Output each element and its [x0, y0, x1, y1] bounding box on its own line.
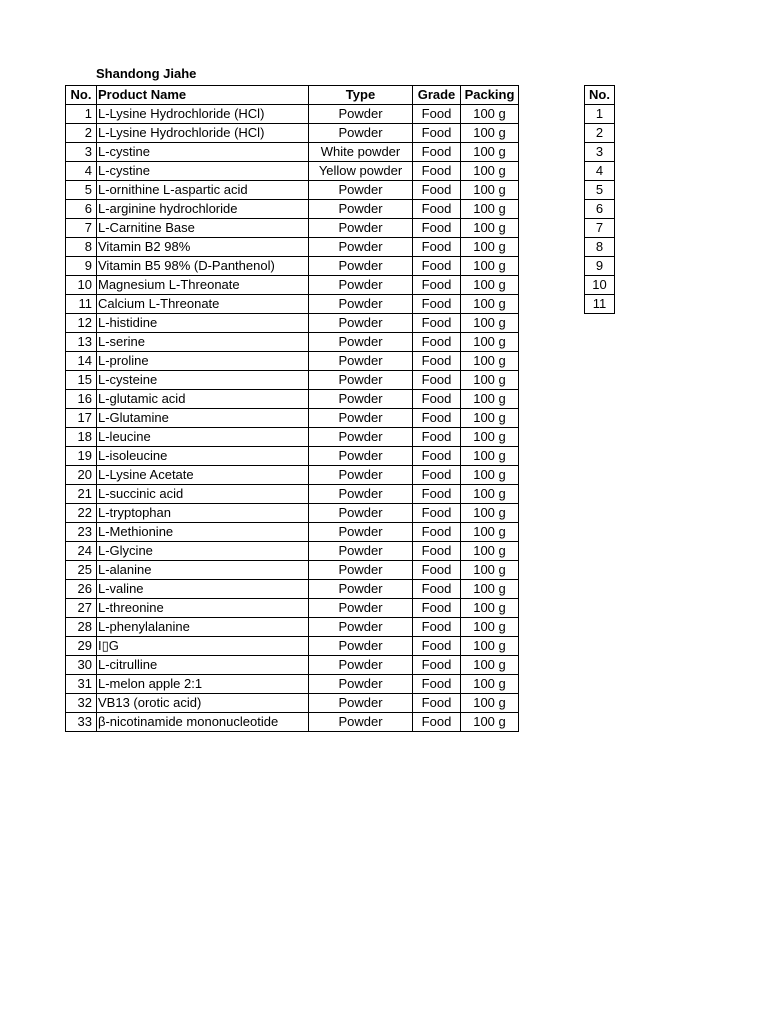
- cell-packing: 100 g: [461, 580, 519, 599]
- cell-grade: Food: [413, 371, 461, 390]
- side-table-row: [585, 238, 615, 257]
- cell-type: Powder: [309, 713, 413, 732]
- table-row: [66, 162, 519, 181]
- cell-packing: 100 g: [461, 409, 519, 428]
- table-row: [66, 561, 519, 580]
- cell-no: 17: [66, 409, 97, 428]
- cell-type: Powder: [309, 523, 413, 542]
- cell-product-name: L-citrulline: [97, 656, 309, 675]
- cell-no: 30: [66, 656, 97, 675]
- cell-packing: 100 g: [461, 561, 519, 580]
- cell-packing: 100 g: [461, 162, 519, 181]
- cell-side-no: 1: [585, 105, 615, 124]
- cell-type: Powder: [309, 390, 413, 409]
- cell-type: Powder: [309, 409, 413, 428]
- cell-type: Powder: [309, 447, 413, 466]
- cell-no: 23: [66, 523, 97, 542]
- side-table-row: [585, 276, 615, 295]
- cell-type: Powder: [309, 542, 413, 561]
- cell-grade: Food: [413, 656, 461, 675]
- cell-product-name: L-isoleucine: [97, 447, 309, 466]
- cell-grade: Food: [413, 105, 461, 124]
- cell-grade: Food: [413, 390, 461, 409]
- table-row: [66, 523, 519, 542]
- cell-no: 4: [66, 162, 97, 181]
- cell-no: 10: [66, 276, 97, 295]
- side-table-row: [585, 181, 615, 200]
- table-row: [66, 599, 519, 618]
- side-table-row: [585, 105, 615, 124]
- cell-product-name: L-succinic acid: [97, 485, 309, 504]
- cell-product-name: L-cysteine: [97, 371, 309, 390]
- cell-no: 1: [66, 105, 97, 124]
- cell-side-no: 6: [585, 200, 615, 219]
- company-title: Shandong Jiahe: [96, 66, 197, 81]
- table-row: [66, 390, 519, 409]
- cell-product-name: L-phenylalanine: [97, 618, 309, 637]
- cell-no: 3: [66, 143, 97, 162]
- table-row: [66, 333, 519, 352]
- cell-packing: 100 g: [461, 314, 519, 333]
- cell-grade: Food: [413, 257, 461, 276]
- cell-product-name: Vitamin B5 98% (D-Panthenol): [97, 257, 309, 276]
- cell-grade: Food: [413, 181, 461, 200]
- cell-no: 21: [66, 485, 97, 504]
- cell-type: Powder: [309, 371, 413, 390]
- cell-grade: Food: [413, 428, 461, 447]
- number-table-body: [585, 105, 615, 314]
- cell-type: Powder: [309, 694, 413, 713]
- cell-grade: Food: [413, 466, 461, 485]
- cell-type: Powder: [309, 599, 413, 618]
- side-table-row: [585, 295, 615, 314]
- cell-packing: 100 g: [461, 352, 519, 371]
- cell-grade: Food: [413, 504, 461, 523]
- cell-packing: 100 g: [461, 656, 519, 675]
- cell-no: 20: [66, 466, 97, 485]
- cell-grade: Food: [413, 599, 461, 618]
- cell-grade: Food: [413, 352, 461, 371]
- table-row: [66, 656, 519, 675]
- cell-grade: Food: [413, 143, 461, 162]
- cell-no: 24: [66, 542, 97, 561]
- table-row: [66, 143, 519, 162]
- cell-product-name: L-arginine hydrochloride: [97, 200, 309, 219]
- cell-type: Powder: [309, 333, 413, 352]
- cell-no: 19: [66, 447, 97, 466]
- cell-packing: 100 g: [461, 428, 519, 447]
- table-row: [66, 257, 519, 276]
- table-row: [66, 466, 519, 485]
- cell-grade: Food: [413, 333, 461, 352]
- cell-grade: Food: [413, 314, 461, 333]
- table-row: [66, 447, 519, 466]
- cell-type: Powder: [309, 675, 413, 694]
- side-table-row: [585, 162, 615, 181]
- side-table-row: [585, 200, 615, 219]
- cell-product-name: L-alanine: [97, 561, 309, 580]
- cell-grade: Food: [413, 561, 461, 580]
- cell-packing: 100 g: [461, 371, 519, 390]
- cell-product-name: L-Carnitine Base: [97, 219, 309, 238]
- cell-grade: Food: [413, 542, 461, 561]
- cell-product-name: L-cystine: [97, 143, 309, 162]
- cell-packing: 100 g: [461, 143, 519, 162]
- cell-product-name: L-leucine: [97, 428, 309, 447]
- cell-type: Powder: [309, 637, 413, 656]
- cell-side-no: 11: [585, 295, 615, 314]
- cell-grade: Food: [413, 637, 461, 656]
- cell-packing: 100 g: [461, 713, 519, 732]
- side-table-row: [585, 124, 615, 143]
- table-row: [66, 675, 519, 694]
- cell-type: Powder: [309, 124, 413, 143]
- cell-grade: Food: [413, 694, 461, 713]
- cell-type: Powder: [309, 561, 413, 580]
- cell-packing: 100 g: [461, 276, 519, 295]
- cell-product-name: L-Lysine Hydrochloride (HCl): [97, 105, 309, 124]
- cell-no: 5: [66, 181, 97, 200]
- cell-packing: 100 g: [461, 200, 519, 219]
- cell-type: Powder: [309, 485, 413, 504]
- header-no: No.: [66, 86, 97, 105]
- cell-no: 16: [66, 390, 97, 409]
- cell-type: Powder: [309, 656, 413, 675]
- product-table: [65, 85, 519, 732]
- cell-no: 2: [66, 124, 97, 143]
- cell-type: Powder: [309, 504, 413, 523]
- cell-no: 26: [66, 580, 97, 599]
- table-row: [66, 637, 519, 656]
- table-row: [66, 371, 519, 390]
- cell-type: Powder: [309, 314, 413, 333]
- cell-product-name: L-Methionine: [97, 523, 309, 542]
- cell-side-no: 3: [585, 143, 615, 162]
- cell-type: Powder: [309, 295, 413, 314]
- cell-no: 15: [66, 371, 97, 390]
- cell-type: Powder: [309, 238, 413, 257]
- table-row: [66, 504, 519, 523]
- cell-no: 29: [66, 637, 97, 656]
- cell-packing: 100 g: [461, 466, 519, 485]
- cell-packing: 100 g: [461, 542, 519, 561]
- cell-packing: 100 g: [461, 637, 519, 656]
- cell-no: 33: [66, 713, 97, 732]
- cell-grade: Food: [413, 485, 461, 504]
- table-row: [66, 276, 519, 295]
- cell-no: 18: [66, 428, 97, 447]
- table-row: [66, 409, 519, 428]
- cell-product-name: Calcium L-Threonate: [97, 295, 309, 314]
- cell-grade: Food: [413, 713, 461, 732]
- cell-product-name: L-Lysine Acetate: [97, 466, 309, 485]
- cell-product-name: L-Glutamine: [97, 409, 309, 428]
- cell-type: Powder: [309, 219, 413, 238]
- table-row: [66, 352, 519, 371]
- cell-product-name: L-valine: [97, 580, 309, 599]
- cell-packing: 100 g: [461, 219, 519, 238]
- cell-grade: Food: [413, 219, 461, 238]
- side-table-row: [585, 219, 615, 238]
- cell-grade: Food: [413, 162, 461, 181]
- cell-product-name: β-nicotinamide mononucleotide: [97, 713, 309, 732]
- cell-side-no: 4: [585, 162, 615, 181]
- cell-product-name: L-Lysine Hydrochloride (HCl): [97, 124, 309, 143]
- cell-grade: Food: [413, 523, 461, 542]
- table-row: [66, 618, 519, 637]
- side-header-no: No.: [585, 86, 615, 105]
- cell-type: White powder: [309, 143, 413, 162]
- cell-no: 7: [66, 219, 97, 238]
- cell-product-name: I▯G: [97, 637, 309, 656]
- cell-type: Powder: [309, 618, 413, 637]
- cell-no: 14: [66, 352, 97, 371]
- cell-type: Yellow powder: [309, 162, 413, 181]
- cell-type: Powder: [309, 466, 413, 485]
- cell-no: 28: [66, 618, 97, 637]
- cell-packing: 100 g: [461, 124, 519, 143]
- cell-packing: 100 g: [461, 105, 519, 124]
- cell-grade: Food: [413, 238, 461, 257]
- header-type: Type: [309, 86, 413, 105]
- cell-no: 32: [66, 694, 97, 713]
- cell-side-no: 7: [585, 219, 615, 238]
- cell-type: Powder: [309, 181, 413, 200]
- table-row: [66, 694, 519, 713]
- cell-type: Powder: [309, 352, 413, 371]
- cell-no: 9: [66, 257, 97, 276]
- table-row: [66, 105, 519, 124]
- cell-product-name: L-threonine: [97, 599, 309, 618]
- cell-grade: Food: [413, 276, 461, 295]
- cell-product-name: L-proline: [97, 352, 309, 371]
- cell-packing: 100 g: [461, 238, 519, 257]
- cell-packing: 100 g: [461, 181, 519, 200]
- cell-grade: Food: [413, 675, 461, 694]
- header-packing: Packing: [461, 86, 519, 105]
- cell-product-name: L-ornithine L-aspartic acid: [97, 181, 309, 200]
- cell-grade: Food: [413, 409, 461, 428]
- cell-product-name: L-tryptophan: [97, 504, 309, 523]
- cell-product-name: L-serine: [97, 333, 309, 352]
- cell-packing: 100 g: [461, 333, 519, 352]
- cell-type: Powder: [309, 276, 413, 295]
- cell-no: 13: [66, 333, 97, 352]
- cell-side-no: 8: [585, 238, 615, 257]
- table-row: [66, 124, 519, 143]
- cell-side-no: 9: [585, 257, 615, 276]
- cell-type: Powder: [309, 580, 413, 599]
- header-product-name: Product Name: [97, 86, 309, 105]
- table-row: [66, 580, 519, 599]
- cell-packing: 100 g: [461, 618, 519, 637]
- cell-side-no: 2: [585, 124, 615, 143]
- cell-type: Powder: [309, 428, 413, 447]
- table-row: [66, 713, 519, 732]
- cell-grade: Food: [413, 295, 461, 314]
- cell-packing: 100 g: [461, 485, 519, 504]
- table-row: [66, 238, 519, 257]
- cell-no: 27: [66, 599, 97, 618]
- header-grade: Grade: [413, 86, 461, 105]
- cell-no: 6: [66, 200, 97, 219]
- cell-packing: 100 g: [461, 257, 519, 276]
- table-row: [66, 181, 519, 200]
- table-row: [66, 219, 519, 238]
- table-row: [66, 314, 519, 333]
- product-table-body: [66, 105, 519, 732]
- cell-grade: Food: [413, 618, 461, 637]
- cell-product-name: L-cystine: [97, 162, 309, 181]
- cell-packing: 100 g: [461, 599, 519, 618]
- cell-packing: 100 g: [461, 675, 519, 694]
- cell-product-name: L-Glycine: [97, 542, 309, 561]
- table-row: [66, 542, 519, 561]
- table-row: [66, 295, 519, 314]
- number-table: [584, 85, 615, 314]
- cell-packing: 100 g: [461, 447, 519, 466]
- cell-product-name: Magnesium L-Threonate: [97, 276, 309, 295]
- table-row: [66, 200, 519, 219]
- cell-product-name: L-melon apple 2:1: [97, 675, 309, 694]
- cell-packing: 100 g: [461, 390, 519, 409]
- cell-no: 22: [66, 504, 97, 523]
- cell-no: 12: [66, 314, 97, 333]
- cell-grade: Food: [413, 447, 461, 466]
- header-row: [66, 86, 519, 105]
- cell-packing: 100 g: [461, 694, 519, 713]
- cell-type: Powder: [309, 105, 413, 124]
- cell-side-no: 10: [585, 276, 615, 295]
- cell-product-name: L-glutamic acid: [97, 390, 309, 409]
- cell-grade: Food: [413, 124, 461, 143]
- cell-side-no: 5: [585, 181, 615, 200]
- side-header-row: [585, 86, 615, 105]
- table-row: [66, 428, 519, 447]
- cell-no: 8: [66, 238, 97, 257]
- cell-grade: Food: [413, 200, 461, 219]
- cell-product-name: L-histidine: [97, 314, 309, 333]
- cell-type: Powder: [309, 200, 413, 219]
- cell-no: 25: [66, 561, 97, 580]
- cell-packing: 100 g: [461, 295, 519, 314]
- cell-no: 31: [66, 675, 97, 694]
- cell-no: 11: [66, 295, 97, 314]
- cell-type: Powder: [309, 257, 413, 276]
- cell-product-name: VB13 (orotic acid): [97, 694, 309, 713]
- cell-packing: 100 g: [461, 523, 519, 542]
- cell-packing: 100 g: [461, 504, 519, 523]
- cell-product-name: Vitamin B2 98%: [97, 238, 309, 257]
- table-row: [66, 485, 519, 504]
- cell-grade: Food: [413, 580, 461, 599]
- side-table-row: [585, 257, 615, 276]
- side-table-row: [585, 143, 615, 162]
